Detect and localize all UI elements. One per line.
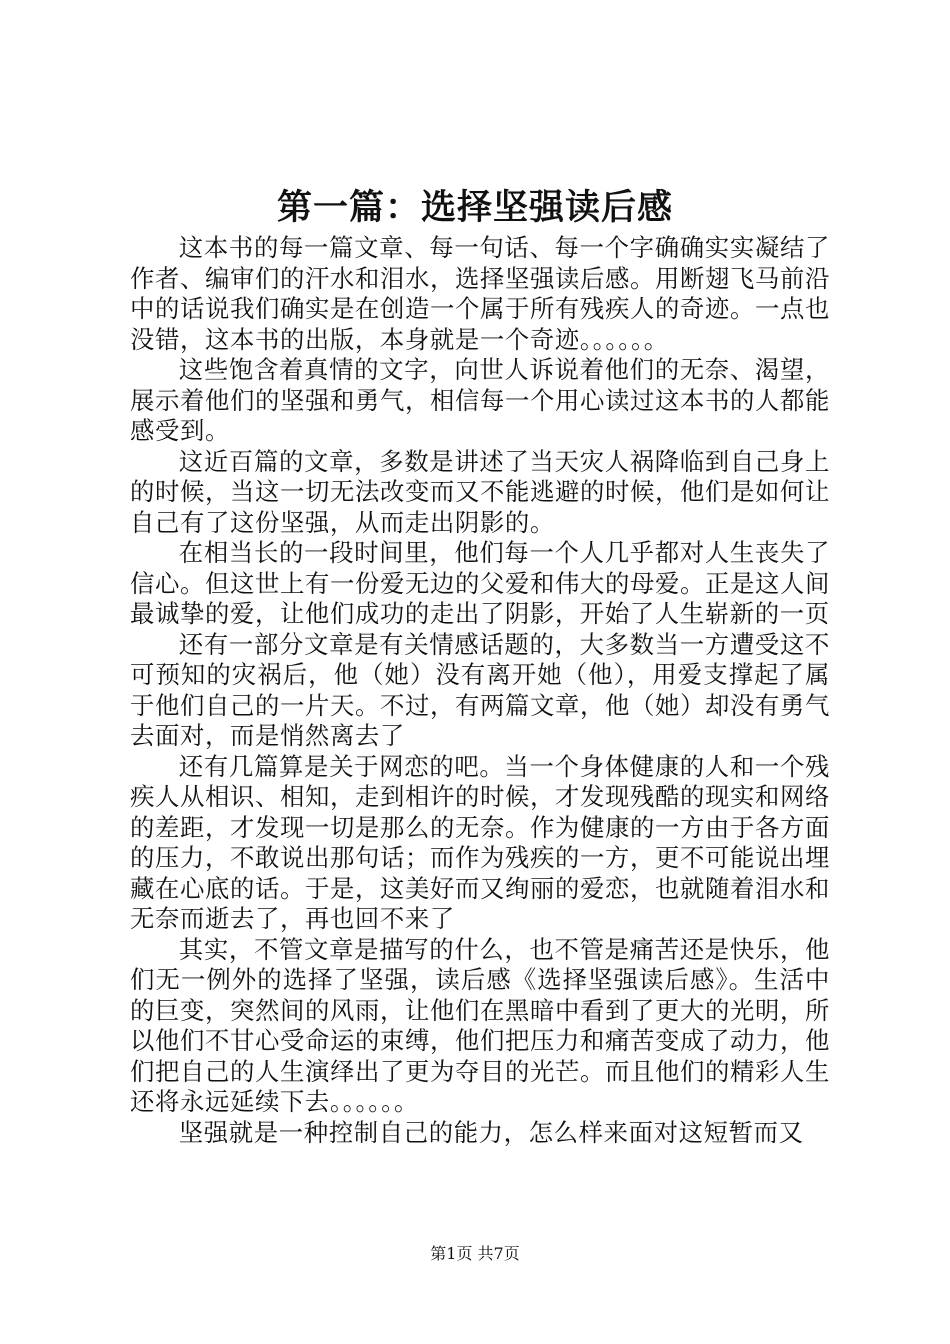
paragraph: 还有一部分文章是有关情感话题的，大多数当一方遭受这不可预知的灾祸后，他（她）没有离开她（他），用爱支撑起了属于他们自己的一片天。不过，有两篇文章，他（她）却没有勇气去面对，而是悄然离去了 [130, 629, 830, 750]
paragraph: 在相当长的一段时间里，他们每一个人几乎都对人生丧失了信心。但这世上有一份爱无边的父爱和伟大的母爱。正是这人间最诚挚的爱，让他们成功的走出了阴影，开始了人生崭新的一页 [130, 538, 830, 628]
paragraph: 其实，不管文章是描写的什么，也不管是痛苦还是快乐，他们无一例外的选择了坚强，读后感《选择坚强读后感》。生活中的巨变，突然间的风雨，让他们在黑暗中看到了更大的光明，所以他们不甘心受命运的束缚，他们把压力和痛苦变成了动力，他们把自己的人生演绎出了更为夺目的光芒。而且他们的精彩人生还将永远延续下去。。。。。。 [130, 934, 830, 1116]
document-title: 第一篇：选择坚强读后感 [276, 187, 673, 228]
paragraph: 还有几篇算是关于网恋的吧。当一个身体健康的人和一个残疾人从相识、相知，走到相许的时候，才发现残酷的现实和网络的差距，才发现一切是那么的无奈。作为健康的一方由于各方面的压力，不敢说出那句话；而作为残疾的一方，更不可能说出埋藏在心底的话。于是，这美好而又绚丽的爱恋，也就随着泪水和无奈而逝去了，再也回不来了 [130, 751, 830, 933]
paragraph: 坚强就是一种控制自己的能力，怎么样来面对这短暂而又 [178, 1117, 804, 1147]
paragraph: 这些饱含着真情的文字，向世人诉说着他们的无奈、渴望，展示着他们的坚强和勇气，相信每一个用心读过这本书的人都能感受到。 [130, 355, 830, 445]
page-number-footer: 第1页 共7页 [430, 1244, 520, 1263]
document-body [130, 233, 830, 1148]
paragraph: 这近百篇的文章，多数是讲述了当天灾人祸降临到自己身上的时候，当这一切无法改变而又不能逃避的时候，他们是如何让自己有了这份坚强，从而走出阴影的。 [130, 446, 830, 537]
paragraph: 这本书的每一篇文章、每一句话、每一个字确确实实凝结了作者、编审们的汗水和泪水，选择坚强读后感。用断翅飞马前沿中的话说我们确实是在创造一个属于所有残疾人的奇迹。一点也没错，这本书的出版，本身就是一个奇迹。。。。。。 [130, 233, 830, 354]
